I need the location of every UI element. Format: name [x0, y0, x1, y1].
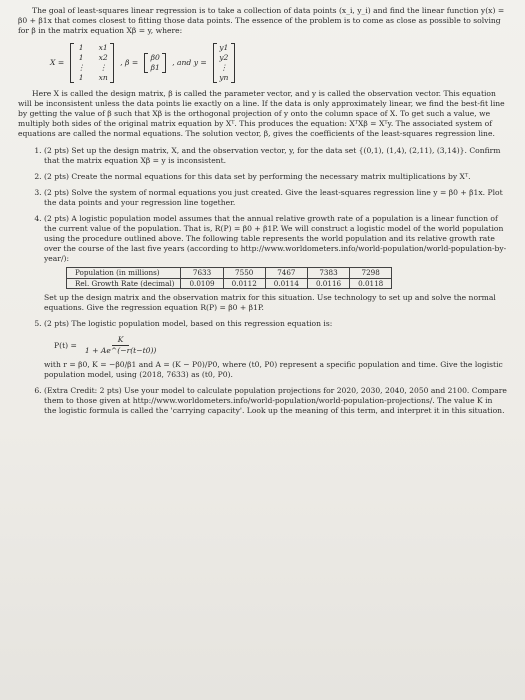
matrix-cell: y2 [219, 53, 229, 63]
question-1-text: (2 pts) Set up the design matrix, X, and the observation vector, y, for the data set {(0,1), (1,4), (2,11), (3,14)}. Confirm that the matrix equation Xβ = y is inconsistent. [44, 146, 501, 166]
table-row-header: Population (in millions) [67, 268, 181, 279]
table-cell: 7633 [181, 268, 223, 279]
table-cell: 0.0109 [181, 278, 223, 289]
question-5-followup: with r = β0, K = −β0/β1 and A = (K − P0)/P0, where (t0, P0) represent a specific population and time. Give the logistic population model, using (2018, 7633) as (t0, P0). [44, 360, 503, 380]
question-list [18, 146, 507, 416]
matrix-cell: ⋮ [99, 63, 107, 73]
matrix-cell: 1 [78, 53, 84, 63]
matrix-cell: β0 [150, 53, 160, 63]
observation-vector [213, 43, 235, 83]
question-4 [44, 214, 507, 313]
matrix-cell: ⋮ [219, 63, 228, 73]
table-row [67, 278, 392, 289]
question-2-text: (2 pts) Create the normal equations for this data set by performing the necessary matrix multiplications by Xᵀ. [44, 172, 471, 182]
question-2 [44, 172, 507, 182]
intro-paragraph: The goal of least-squares linear regression is to take a collection of data points (x_i, y_i) and find the linear function y(x) = β0 + β1x that comes closest to fitting those data points. The essence of the problem is to come as close as possible to solving for β in the matrix equation Xβ = y, where: [18, 6, 505, 36]
table-cell: 7550 [223, 268, 265, 279]
question-6 [44, 386, 507, 416]
matrix-cell: y1 [219, 43, 229, 53]
matrix-cell: xn [98, 73, 108, 83]
question-6-text: (Extra Credit: 2 pts) Use your model to calculate population projections for 2020, 2030, 2040, 2050 and 2100. Compare them to those given at http://www.worldometers.info/world-population/world-population-projections/. The value K in the logistic formula is called the 'carrying capacity'. Look up the meaning of this term, and interpret it in this situation. [44, 386, 507, 416]
table-cell: 0.0116 [307, 278, 349, 289]
design-matrix-label: X = [50, 58, 65, 68]
table-cell: 0.0118 [350, 278, 392, 289]
formula-lhs: P(t) = [54, 340, 77, 350]
question-4-text: (2 pts) A logistic population model assumes that the annual relative growth rate of a population is a linear function of the current value of the population. That is, R(P) = β0 + β1P. We will construct a logistic model of the world population using the procedure outlined above. The following table represents the world population and its relative growth rate over the course of the last five years (according to http://www.worldometers.info/world-population/world-population-by-year/): [44, 214, 507, 264]
parameter-vector-label: , β = [120, 58, 139, 68]
matrix-cell: x1 [98, 43, 108, 53]
observation-vector-label: , and y = [172, 58, 207, 68]
table-cell: 7467 [265, 268, 307, 279]
matrix-cell: 1 [78, 73, 84, 83]
question-5 [44, 319, 507, 380]
matrix-cell: β1 [150, 63, 160, 73]
question-5-text: (2 pts) The logistic population model, based on this regression equation is: [44, 319, 333, 329]
question-1 [44, 146, 507, 166]
formula-fraction [81, 335, 161, 356]
design-matrix [70, 43, 114, 83]
table-row-header: Rel. Growth Rate (decimal) [67, 278, 181, 289]
formula-numerator: K [112, 335, 130, 346]
matrix-cell: x2 [98, 53, 108, 63]
table-cell: 7383 [307, 268, 349, 279]
population-table [66, 267, 392, 289]
formula-denominator: 1 + Ae^(−r(t−t0)) [84, 346, 157, 356]
question-3 [44, 188, 507, 208]
table-row [67, 268, 392, 279]
explanation-paragraph: Here X is called the design matrix, β is called the parameter vector, and y is called the observation vector. This equation will be inconsistent unless the data points lie exactly on a line. If the data is only approximately linear, we find the best-fit line by getting the value of β such that Xβ is the orthogonal projection of y onto the column space of X. To get such a value, we multiply both sides of the original matrix equation by Xᵀ. This produces the equation: XᵀXβ = Xᵀy. The associated system of equations are called the normal equations. The solution vector, β, gives the coefficients of the least-squares regression line. [18, 89, 505, 139]
matrix-cell: ⋮ [77, 63, 85, 73]
parameter-vector [144, 53, 166, 73]
matrix-cell: yn [219, 73, 229, 83]
question-3-text: (2 pts) Solve the system of normal equations you just created. Give the least-squares regression line y = β0 + β1x. Plot the data points and your regression line together. [44, 188, 503, 208]
logistic-formula [54, 335, 507, 356]
matrix-definitions [50, 43, 507, 83]
table-cell: 0.0114 [265, 278, 307, 289]
table-cell: 7298 [350, 268, 392, 279]
table-cell: 0.0112 [223, 278, 265, 289]
matrix-cell: 1 [78, 43, 84, 53]
question-4-followup: Set up the design matrix and the observation matrix for this situation. Use technology to set up and solve the normal equations. Give the regression equation R(P) = β0 + β1P. [44, 293, 496, 313]
